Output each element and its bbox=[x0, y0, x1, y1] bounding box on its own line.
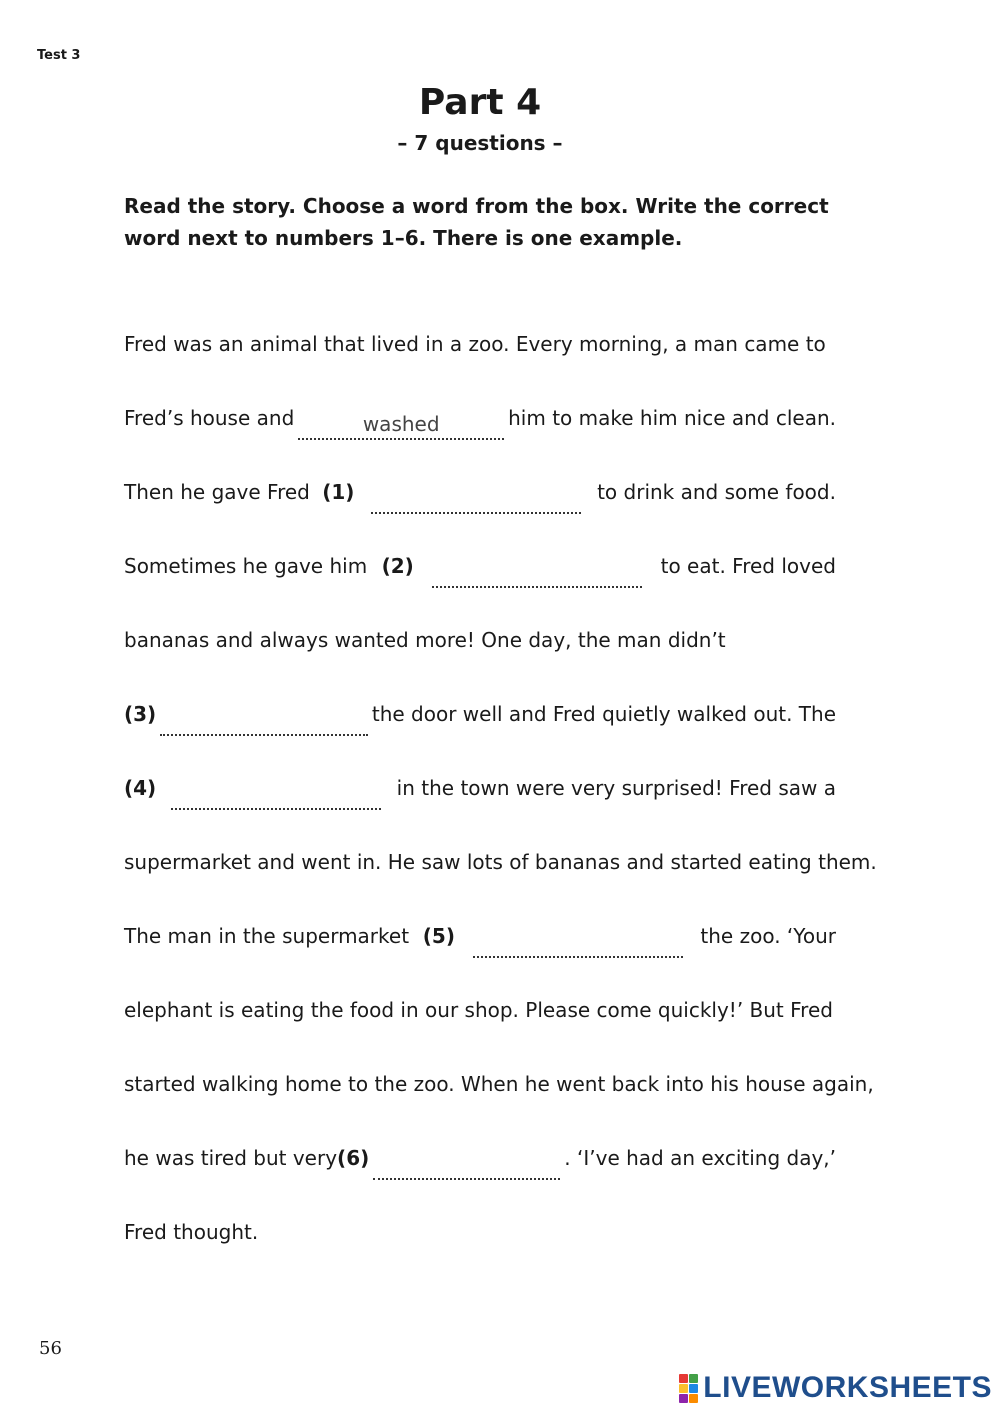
instructions: Read the story. Choose a word from the box. Write the correct word next to numbers 1–6. There is one example. bbox=[124, 194, 829, 250]
story-line bbox=[124, 464, 836, 504]
liveworksheets-logo[interactable] bbox=[679, 1371, 992, 1405]
logo-tile bbox=[689, 1384, 698, 1393]
story-text: Fred thought. bbox=[124, 1220, 259, 1244]
answer-blank-3[interactable] bbox=[160, 704, 368, 736]
question-number: (1) bbox=[322, 480, 355, 504]
example-answer-blank bbox=[298, 408, 504, 440]
question-number: (2) bbox=[381, 554, 414, 578]
brand-name: LIVEWORKSHEETS bbox=[703, 1371, 992, 1404]
page-title: Part 4 bbox=[418, 82, 542, 123]
story-line bbox=[124, 1056, 874, 1096]
answer-blank-1[interactable] bbox=[371, 482, 581, 514]
story-text: . ‘I’ve had an exciting day,’ bbox=[564, 1146, 836, 1170]
story-text: supermarket and went in. He saw lots of bananas and started eating them. bbox=[124, 850, 877, 874]
story-line bbox=[124, 538, 836, 578]
story-text: he was tired but very bbox=[124, 1146, 338, 1170]
logo-tile bbox=[679, 1394, 688, 1403]
question-number: (6) bbox=[337, 1146, 370, 1170]
logo-tile bbox=[679, 1384, 688, 1393]
story-line bbox=[124, 686, 836, 726]
story-line bbox=[124, 982, 836, 1022]
story-text: The man in the supermarket bbox=[124, 924, 410, 948]
logo-tile bbox=[679, 1374, 688, 1383]
story-text: bananas and always wanted more! One day, the man didn’t bbox=[124, 628, 726, 652]
logo-tile bbox=[689, 1374, 698, 1383]
example-answer: washed bbox=[362, 412, 440, 436]
story-line bbox=[124, 1130, 836, 1170]
answer-blank-5[interactable] bbox=[473, 926, 683, 958]
liveworksheets-icon bbox=[679, 1374, 699, 1402]
story-text: elephant is eating the food in our shop. Please come quickly!’ But Fred bbox=[124, 998, 833, 1022]
story-line bbox=[124, 834, 877, 874]
question-number: (3) bbox=[124, 702, 157, 726]
story-text: Fred’s house and bbox=[124, 406, 295, 430]
page-subtitle: – 7 questions – bbox=[397, 131, 563, 155]
logo-tile bbox=[689, 1394, 698, 1403]
story-text: to eat. Fred loved bbox=[660, 554, 836, 578]
story-line bbox=[124, 390, 836, 436]
story-text: him to make him nice and clean. bbox=[508, 406, 836, 430]
page-number: 56 bbox=[39, 1338, 62, 1359]
story-text: started walking home to the zoo. When he went back into his house again, bbox=[124, 1072, 874, 1096]
story-text: the door well and Fred quietly walked out. The bbox=[371, 702, 836, 726]
test-label: Test 3 bbox=[37, 48, 81, 63]
story-text: Fred was an animal that lived in a zoo. Every morning, a man came to bbox=[124, 332, 826, 356]
story-text: to drink and some food. bbox=[597, 480, 836, 504]
story-line bbox=[124, 1204, 836, 1244]
story-line bbox=[124, 612, 836, 652]
story-line bbox=[124, 316, 836, 356]
story-text: Then he gave Fred bbox=[124, 480, 310, 504]
question-number: (4) bbox=[124, 776, 157, 800]
answer-blank-4[interactable] bbox=[171, 778, 381, 810]
story-line bbox=[124, 760, 836, 800]
story-text: in the town were very surprised! Fred saw a bbox=[396, 776, 836, 800]
story-line bbox=[124, 908, 836, 948]
question-number: (5) bbox=[422, 924, 455, 948]
answer-blank-2[interactable] bbox=[432, 556, 642, 588]
story-text: the zoo. ‘Your bbox=[700, 924, 836, 948]
answer-blank-6[interactable] bbox=[373, 1148, 560, 1180]
story-text: Sometimes he gave him bbox=[124, 554, 368, 578]
